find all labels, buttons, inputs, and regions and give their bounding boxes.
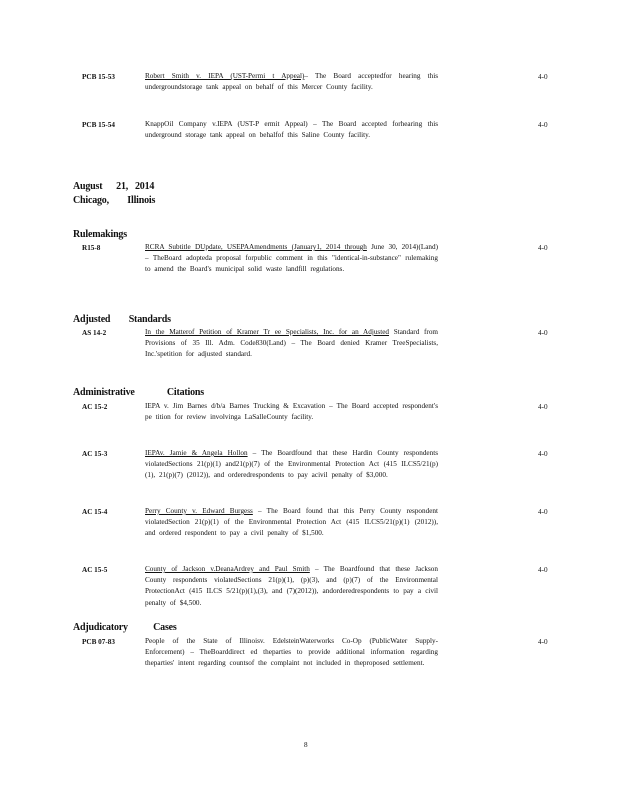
- vote-count: 4-0: [538, 403, 548, 411]
- case-description: [145, 636, 438, 670]
- case-description: [145, 401, 438, 423]
- meeting-header: [73, 180, 155, 208]
- section-heading-rulemakings: Rulemakings: [73, 229, 127, 240]
- docket-number: AC 15-4: [82, 508, 108, 516]
- case-description: [145, 242, 438, 276]
- case-title: IEPAv. Jamie & Angela Hollon: [145, 449, 248, 457]
- case-description: [145, 564, 438, 609]
- case-description: [145, 71, 438, 93]
- vote-count: 4-0: [538, 121, 548, 129]
- case-summary: People of the State of Illinoisv. EdelsteinWaterworks Co-Op (PublicWater Supply-Enforcement) – TheBoarddirect ed theparties to provide additional information regarding theparties' intent regarding countsof the complaint not included in theproposed settlement.: [145, 637, 438, 668]
- meeting-location: Chicago, Illinois: [73, 195, 156, 206]
- case-summary: June 30, 2014)(Land) – TheBoard adopteda proposal forpublic comment in this "identical-in-substance" rulemaking to amend the Board's municipal solid waste landfill regulations.: [145, 243, 439, 274]
- vote-count: 4-0: [538, 329, 548, 337]
- docket-number: AC 15-5: [82, 566, 108, 574]
- page-number: 8: [304, 741, 308, 749]
- case-description: [145, 327, 438, 361]
- case-description: [145, 506, 438, 540]
- meeting-date: August 21, 2014: [73, 181, 155, 192]
- case-summary: – The Boardfound that these Jackson County respondents violatedSections 21(p)(1), (p)(3), and (p)(7) of the Environmental ProtectionAct (415 ILCS 5/21(p)(1),(3), and (7)(2012)), andorderedrespondents to pay a civil penalty of $4,500.: [145, 565, 438, 607]
- case-title: Perry County v. Edward Burgess: [145, 507, 253, 515]
- case-title: In the Matterof Petition of Kramer Tr ee Specialists, Inc. for an Adjusted: [145, 328, 390, 336]
- section-heading-adjusted-standards: Adjusted Standards: [73, 314, 171, 325]
- case-title: County of Jackson v.DeanaArdrey and Paul Smith: [145, 565, 310, 573]
- case-title: RCRA Subtitle DUpdate, USEPAAmendments (January1, 2014 through: [145, 243, 367, 251]
- vote-count: 4-0: [538, 638, 548, 646]
- section-heading-administrative-citations: Administrative Citations: [73, 387, 204, 398]
- docket-number: AC 15-2: [82, 403, 108, 411]
- case-summary: IEPA v. Jim Barnes d/b/a Barnes Trucking & Excavation – The Board accepted respondent's pe tition for review involvinga LaSalleCounty facility.: [145, 402, 438, 422]
- case-summary: – The Board acceptedfor hearing this undergroundstorage tank appeal on behalf of this Mercer County facility.: [145, 72, 439, 92]
- section-heading-adjudicatory-cases: Adjudicatory Cases: [73, 622, 177, 633]
- docket-number: PCB 07-83: [82, 638, 115, 646]
- case-summary: – The Board found that this Perry County respondent violatedSection 21(p)(1) of the Environmental Protection Act (415 ILCS5/21(p)(1) (2012)), and ordered respondent to pay a civil penalty of $1,500.: [145, 507, 438, 538]
- docket-number: PCB 15-54: [82, 121, 115, 129]
- docket-number: AS 14-2: [82, 329, 107, 337]
- vote-count: 4-0: [538, 566, 548, 574]
- case-summary: – The Boardfound that these Hardin County respondents violatedSections 21(p)(1) and21(p)(7) of the Environmental Protection Act (415 ILCS5/21(p)(1), 21(p)(7) (2012)), and orderedrespondents to pay acivil penalty of $3,000.: [145, 449, 438, 480]
- case-summary: KnappOil Company v.IEPA (UST-P ermit Appeal) – The Board accepted forhearing this underground storage tank appeal on behalfof this Saline County facility.: [145, 120, 438, 140]
- docket-number: R15-8: [82, 244, 101, 252]
- vote-count: 4-0: [538, 244, 548, 252]
- vote-count: 4-0: [538, 508, 548, 516]
- case-title: Robert Smith v. IEPA (UST-Permi t Appeal): [145, 72, 305, 80]
- case-description: [145, 119, 438, 141]
- case-summary: Standard from Provisions of 35 Ill. Adm. Code830(Land) – The Board denied Kramer TreeSpecialists, Inc.'spetition for adjusted standard.: [145, 328, 439, 359]
- docket-number: AC 15-3: [82, 450, 108, 458]
- vote-count: 4-0: [538, 73, 548, 81]
- vote-count: 4-0: [538, 450, 548, 458]
- case-description: [145, 448, 438, 482]
- docket-number: PCB 15-53: [82, 73, 115, 81]
